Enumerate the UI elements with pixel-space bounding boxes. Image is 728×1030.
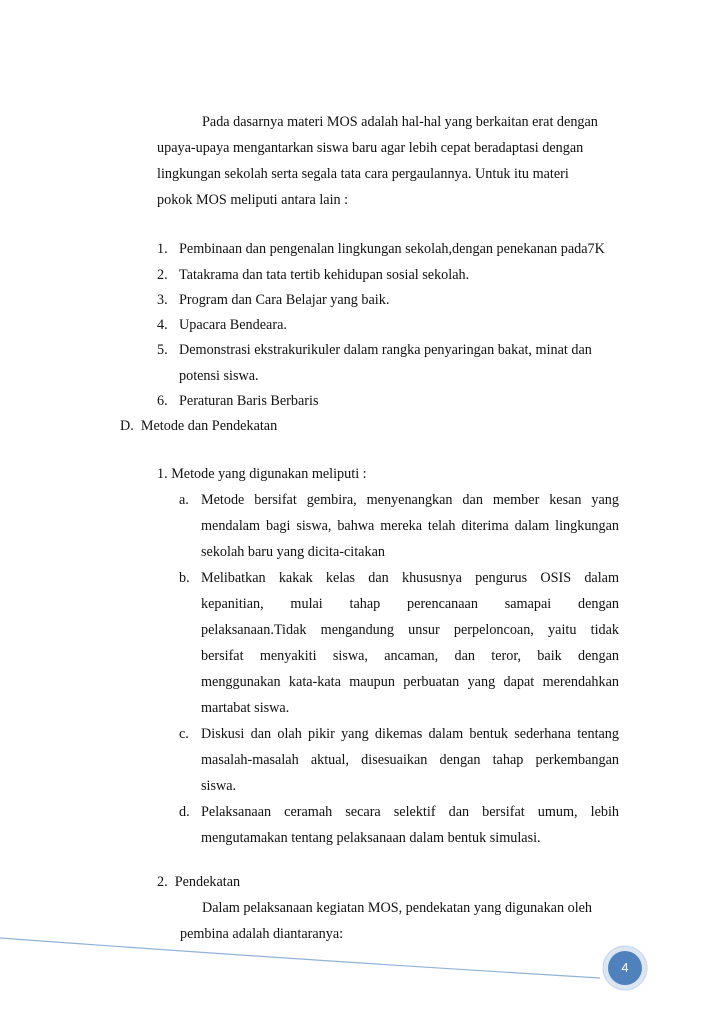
list-item-continuation: potensi siswa. — [179, 368, 259, 384]
metode-line: menggunakan kata-kata maupun perbuatan yang dapat merendahkan — [201, 674, 619, 690]
list-item: Pembinaan dan pengenalan lingkungan sekolah,dengan penekanan pada7K — [179, 241, 605, 257]
list-item: Tatakrama dan tata tertib kehidupan sosial sekolah. — [179, 267, 470, 283]
metode-line: mendalam bagi siswa, bahwa mereka telah diterima dalam lingkungan — [201, 518, 619, 534]
subsection-heading: 1. Metode yang digunakan meliputi : — [157, 466, 367, 482]
metode-line: Diskusi dan olah pikir yang dikemas dalam bentuk sederhana tentang — [201, 726, 619, 742]
list-item-number: 1. — [157, 241, 168, 257]
metode-line: Metode bersifat gembira, menyenangkan dan member kesan yang — [201, 492, 619, 508]
list-item-number: 6. — [157, 393, 168, 409]
intro-line-3: lingkungan sekolah serta segala tata cara pergaulannya. Untuk itu materi — [157, 166, 569, 182]
pendekatan-line-2: pembina adalah diantaranya: — [180, 926, 344, 942]
list-item: Demonstrasi ekstrakurikuler dalam rangka penyaringan bakat, minat dan — [179, 342, 592, 358]
metode-line: mengutamakan tentang pelaksanaan dalam bentuk simulasi. — [201, 830, 541, 846]
metode-letter: b. — [179, 570, 190, 586]
list-item-number: 5. — [157, 342, 168, 358]
metode-line: Pelaksanaan ceramah secara selektif dan bersifat umum, lebih — [201, 804, 619, 820]
metode-line: Melibatkan kakak kelas dan khususnya pengurus OSIS dalam — [201, 570, 619, 586]
intro-line-4: pokok MOS meliputi antara lain : — [157, 192, 349, 208]
metode-line: bersifat menyakiti siswa, ancaman, dan teror, baik dengan — [201, 648, 619, 664]
pendekatan-line-1: Dalam pelaksanaan kegiatan MOS, pendekatan yang digunakan oleh — [202, 900, 593, 916]
metode-line: sekolah baru yang dicita-citakan — [201, 544, 385, 560]
list-item: Peraturan Baris Berbaris — [179, 393, 319, 409]
page-number: 4 — [621, 960, 629, 975]
metode-line: siswa. — [201, 778, 237, 794]
metode-line: pelaksanaan.Tidak mengandung unsur perpeloncoan, yaitu tidak — [201, 622, 619, 638]
section-heading: D. Metode dan Pendekatan — [120, 418, 278, 434]
list-item-number: 4. — [157, 317, 168, 333]
list-item: Program dan Cara Belajar yang baik. — [179, 292, 390, 308]
list-item-number: 3. — [157, 292, 168, 308]
metode-letter: d. — [179, 804, 190, 820]
metode-line: martabat siswa. — [201, 700, 290, 716]
list-item-number: 2. — [157, 267, 168, 283]
subsection-heading: 2. Pendekatan — [157, 874, 241, 890]
metode-line: masalah-masalah aktual, disesuaikan dengan tahap perkembangan — [201, 752, 619, 768]
metode-line: kepanitian, mulai tahap perencanaan samapai dengan — [201, 596, 619, 612]
metode-letter: c. — [179, 726, 189, 742]
list-item: Upacara Bendeara. — [179, 317, 287, 333]
metode-letter: a. — [179, 492, 189, 508]
intro-line-2: upaya-upaya mengantarkan siswa baru agar lebih cepat beradaptasi dengan — [157, 140, 584, 156]
intro-line-1: Pada dasarnya materi MOS adalah hal-hal yang berkaitan erat dengan — [202, 114, 598, 130]
